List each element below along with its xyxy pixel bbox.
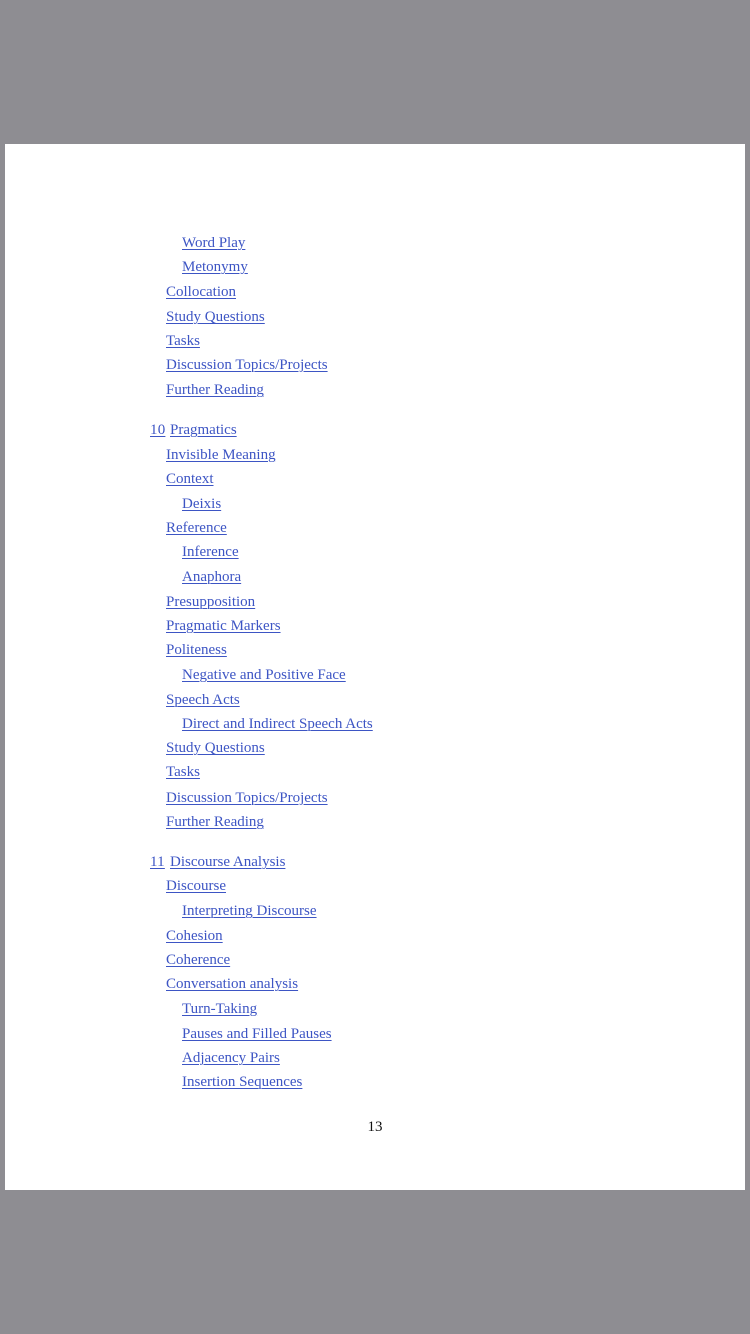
- toc-link-further-reading[interactable]: Further Reading: [166, 382, 264, 398]
- toc-link-inference[interactable]: Inference: [182, 544, 239, 560]
- toc-link-deixis[interactable]: Deixis: [182, 496, 222, 512]
- document-page: [5, 144, 745, 1190]
- chapter-number-10[interactable]: 10: [150, 422, 166, 438]
- toc-link-further-reading-2[interactable]: Further Reading: [166, 814, 264, 830]
- toc-link-invisible-meaning[interactable]: Invisible Meaning: [166, 447, 276, 463]
- toc-link-reference[interactable]: Reference: [166, 520, 227, 536]
- toc-link-presupposition[interactable]: Presupposition: [166, 594, 256, 610]
- toc-link-turn-taking[interactable]: Turn-Taking: [182, 1001, 258, 1017]
- toc-link-discussion-topics[interactable]: Discussion Topics/Projects: [166, 357, 328, 373]
- toc-link-word-play[interactable]: Word Play: [182, 235, 246, 251]
- toc-link-collocation[interactable]: Collocation: [166, 284, 236, 300]
- toc-link-politeness[interactable]: Politeness: [166, 642, 227, 658]
- toc-link-context[interactable]: Context: [166, 471, 214, 487]
- toc-link-tasks[interactable]: Tasks: [166, 333, 200, 349]
- toc-link-discussion-topics-2[interactable]: Discussion Topics/Projects: [166, 790, 328, 806]
- toc-link-pragmatic-markers[interactable]: Pragmatic Markers: [166, 618, 281, 634]
- toc-link-study-questions[interactable]: Study Questions: [166, 309, 265, 325]
- toc-link-conversation-analysis[interactable]: Conversation analysis: [166, 976, 299, 992]
- toc-link-metonymy[interactable]: Metonymy: [182, 259, 248, 275]
- toc-link-discourse[interactable]: Discourse: [166, 878, 226, 894]
- chapter-title-pragmatics[interactable]: Pragmatics: [170, 422, 237, 438]
- toc-link-direct-indirect-speech-acts[interactable]: Direct and Indirect Speech Acts: [182, 716, 373, 732]
- toc-link-study-questions-2[interactable]: Study Questions: [166, 740, 265, 756]
- chapter-number-11[interactable]: 11: [150, 854, 165, 870]
- toc-link-interpreting-discourse[interactable]: Interpreting Discourse: [182, 903, 317, 919]
- toc-link-insertion-sequences[interactable]: Insertion Sequences: [182, 1074, 303, 1090]
- toc-link-negative-positive-face[interactable]: Negative and Positive Face: [182, 667, 346, 683]
- toc-link-tasks-2[interactable]: Tasks: [166, 764, 200, 780]
- toc-link-pauses-filled-pauses[interactable]: Pauses and Filled Pauses: [182, 1026, 332, 1042]
- toc-link-coherence[interactable]: Coherence: [166, 952, 231, 968]
- chapter-title-discourse-analysis[interactable]: Discourse Analysis: [170, 854, 286, 870]
- page-number: 13: [367, 1119, 383, 1135]
- toc-link-adjacency-pairs[interactable]: Adjacency Pairs: [182, 1050, 280, 1066]
- toc-link-anaphora[interactable]: Anaphora: [182, 569, 242, 585]
- toc-link-cohesion[interactable]: Cohesion: [166, 928, 223, 944]
- toc-link-speech-acts[interactable]: Speech Acts: [166, 692, 240, 708]
